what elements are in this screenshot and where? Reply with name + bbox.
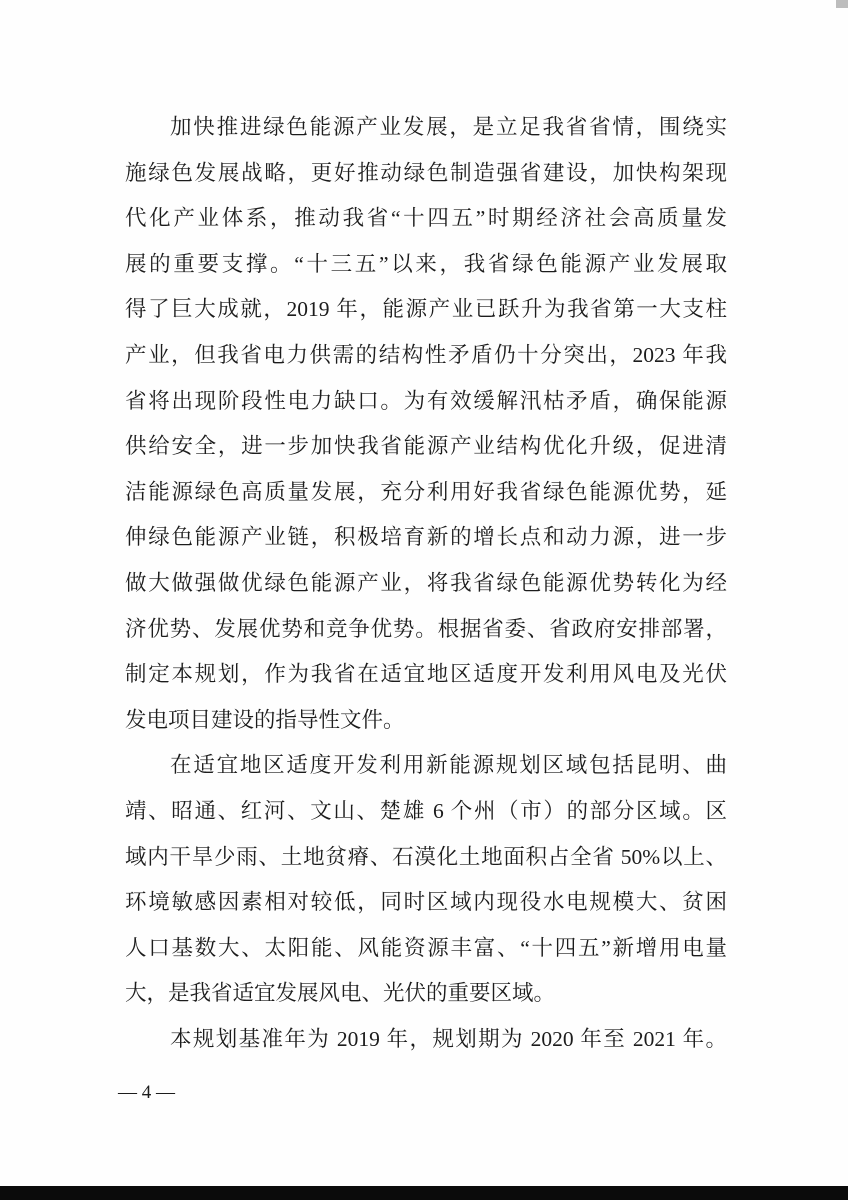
paragraph-1 xyxy=(125,105,727,743)
text-line: 洁能源绿色高质量发展，充分利用好我省绿色能源优势，延 xyxy=(125,479,727,504)
text-line: 供给安全，进一步加快我省能源产业结构优化升级，促进清 xyxy=(125,434,727,459)
text-line: 本规划基准年为 2019 年，规划期为 2020 年至 2021 年。 xyxy=(170,1026,727,1051)
text-line: 在适宜地区适度开发利用新能源规划区域包括昆明、曲 xyxy=(170,753,727,778)
text-line: 人口基数大、太阳能、风能资源丰富、“十四五”新增用电量 xyxy=(125,935,727,960)
text-line: 靖、昭通、红河、文山、楚雄 6 个州（市）的部分区域。区 xyxy=(125,798,727,823)
text-line: 制定本规划，作为我省在适宜地区适度开发利用风电及光伏 xyxy=(125,662,727,687)
scan-artifact-corner xyxy=(836,0,848,8)
page-number: — 4 — xyxy=(118,1082,175,1103)
text-line: 省将出现阶段性电力缺口。为有效缓解汛枯矛盾，确保能源 xyxy=(125,388,727,413)
text-line: 伸绿色能源产业链，积极培育新的增长点和动力源，进一步 xyxy=(125,525,727,550)
body-text xyxy=(125,105,727,1062)
text-line: 展的重要支撑。“十三五”以来，我省绿色能源产业发展取 xyxy=(125,251,727,276)
text-line: 环境敏感因素相对较低，同时区域内现役水电规模大、贫困 xyxy=(125,890,727,915)
paragraph-3 xyxy=(125,1017,727,1063)
paragraph-2 xyxy=(125,743,727,1017)
text-line: 域内干旱少雨、土地贫瘠、石漠化土地面积占全省 50%以上、 xyxy=(125,844,727,869)
text-line: 加快推进绿色能源产业发展，是立足我省省情，围绕实 xyxy=(170,115,727,139)
scan-artifact-bottom-band xyxy=(0,1186,848,1200)
text-line: 做大做强做优绿色能源产业，将我省绿色能源优势转化为经 xyxy=(125,570,727,595)
text-line: 发电项目建设的指导性文件。 xyxy=(125,707,405,732)
text-line: 得了巨大成就，2019 年，能源产业已跃升为我省第一大支柱 xyxy=(125,297,727,322)
text-line: 代化产业体系，推动我省“十四五”时期经济社会高质量发 xyxy=(125,206,727,231)
text-line: 济优势、发展优势和竞争优势。根据省委、省政府安排部署， xyxy=(125,616,727,641)
text-line: 施绿色发展战略，更好推动绿色制造强省建设，加快构架现 xyxy=(125,160,727,185)
text-line: 产业，但我省电力供需的结构性矛盾仍十分突出，2023 年我 xyxy=(125,342,727,367)
text-line: 大，是我省适宜发展风电、光伏的重要区域。 xyxy=(125,981,556,1006)
